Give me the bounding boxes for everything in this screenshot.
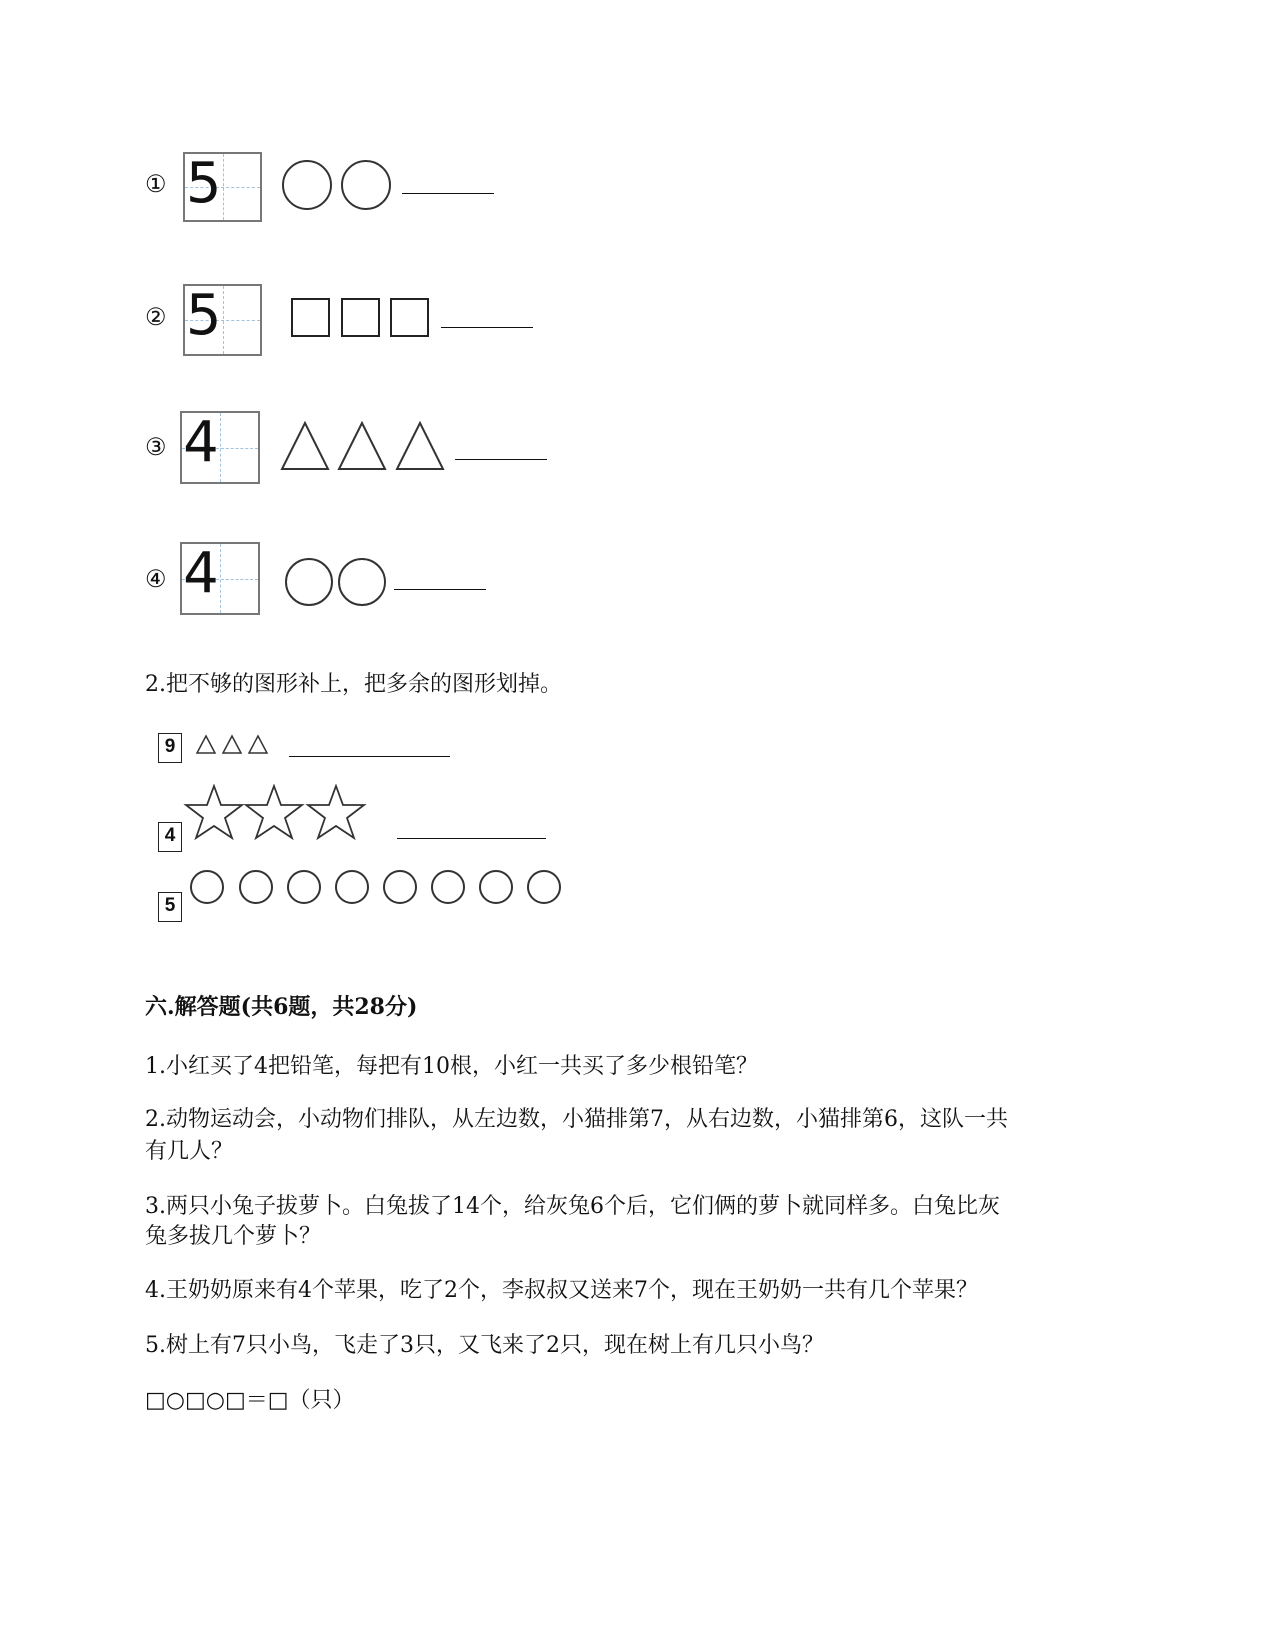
question-3-line-1: 3.两只小兔子拔萝卜。白兔拔了14个，给灰兔6个后，它们俩的萝卜就同样多。白兔比灰 bbox=[145, 1194, 1000, 1219]
answer-blank[interactable] bbox=[397, 838, 546, 839]
question-1: 1.小红买了4把铅笔，每把有10根，小红一共买了多少根铅笔？ bbox=[145, 1054, 758, 1079]
section-heading: 六.解答题(共6题，共28分) bbox=[145, 994, 418, 1020]
circle-shape bbox=[239, 870, 273, 904]
equation-template: □○□○□＝□（只） bbox=[145, 1388, 355, 1413]
small-triangles bbox=[196, 734, 276, 756]
triangle-shape bbox=[249, 736, 267, 753]
triangle-shape bbox=[397, 423, 443, 469]
triangle-shape bbox=[223, 736, 241, 753]
number-box: 5 bbox=[158, 892, 182, 922]
circle-shape bbox=[282, 160, 332, 210]
circle-shape bbox=[527, 870, 561, 904]
number-box: 4 bbox=[158, 822, 182, 852]
digit: 4 bbox=[183, 541, 219, 606]
circle-shape bbox=[341, 160, 391, 210]
answer-blank[interactable] bbox=[441, 327, 533, 328]
circle-shape bbox=[190, 870, 224, 904]
digit-grid-box bbox=[180, 411, 260, 484]
question-2-line-2: 有几人？ bbox=[145, 1139, 234, 1164]
triangle-shape bbox=[339, 423, 385, 469]
star-shape bbox=[246, 786, 302, 838]
circle-shape bbox=[431, 870, 465, 904]
answer-blank[interactable] bbox=[455, 459, 547, 460]
digit: 5 bbox=[185, 283, 222, 348]
digit-grid-box bbox=[183, 152, 262, 222]
circle-shape bbox=[479, 870, 513, 904]
item-marker: ④ bbox=[145, 565, 167, 593]
answer-blank[interactable] bbox=[402, 193, 494, 194]
digit-grid-box bbox=[180, 542, 260, 615]
answer-blank[interactable] bbox=[289, 756, 450, 757]
circle-shape bbox=[338, 558, 386, 606]
circle-shape bbox=[285, 558, 333, 606]
triangle-shapes bbox=[280, 420, 450, 472]
question-3-line-2: 兔多拔几个萝卜？ bbox=[145, 1224, 322, 1249]
triangle-shape bbox=[282, 423, 328, 469]
square-shape bbox=[390, 298, 429, 337]
question-2-text: 2.把不够的图形补上，把多余的图形划掉。 bbox=[145, 672, 562, 697]
answer-blank[interactable] bbox=[394, 589, 486, 590]
circle-shape bbox=[335, 870, 369, 904]
number-box: 9 bbox=[158, 733, 182, 763]
question-4: 4.王奶奶原来有4个苹果，吃了2个，李叔叔又送来7个，现在王奶奶一共有几个苹果？ bbox=[145, 1278, 978, 1303]
item-marker: ③ bbox=[145, 433, 167, 461]
circle-shape bbox=[383, 870, 417, 904]
question-2-line-1: 2.动物运动会，小动物们排队，从左边数，小猫排第7，从右边数，小猫排第6，这队一共 bbox=[145, 1107, 1008, 1132]
star-shapes bbox=[182, 784, 372, 844]
question-5: 5.树上有7只小鸟，飞走了3只，又飞来了2只，现在树上有几只小鸟？ bbox=[145, 1333, 824, 1358]
digit: 4 bbox=[183, 410, 219, 475]
square-shape bbox=[341, 298, 380, 337]
star-shape bbox=[186, 786, 242, 838]
triangle-shape bbox=[197, 736, 215, 753]
circle-shape bbox=[287, 870, 321, 904]
item-marker: ① bbox=[145, 170, 167, 198]
square-shape bbox=[291, 298, 330, 337]
star-shape bbox=[308, 786, 364, 838]
item-marker: ② bbox=[145, 303, 167, 331]
digit: 5 bbox=[185, 151, 222, 216]
digit-grid-box bbox=[183, 284, 262, 356]
